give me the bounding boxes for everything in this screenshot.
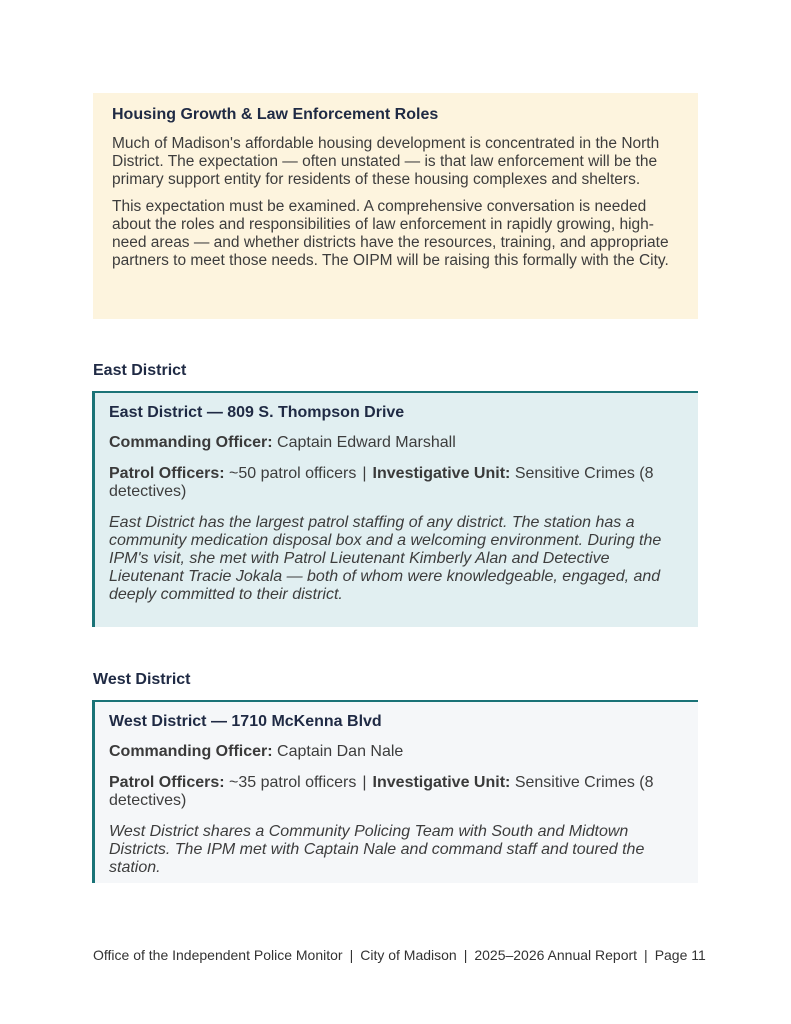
investigative-value: Sensitive Crimes (8 detectives)	[109, 774, 654, 809]
footer-separator: |	[349, 947, 354, 963]
west-district-card	[92, 700, 698, 883]
commanding-value: Captain Edward Marshall	[277, 434, 456, 451]
west-district-note: West District shares a Community Policing Team with South and Midtown Districts. The IPM met with Captain Nale and command staff and toured the station.	[109, 823, 645, 876]
separator: |	[362, 774, 367, 791]
callout-paragraph: Much of Madison's affordable housing development is concentrated in the North District. The expectation — often unstated — is that law enforcement will be the primary support entity for residents of these housing complexes and shelters.	[112, 135, 660, 188]
east-district-card	[92, 391, 698, 627]
page-footer	[93, 946, 706, 964]
footer-separator: |	[463, 947, 468, 963]
footer-page-number: Page 11	[654, 947, 706, 963]
investigative-label: Investigative Unit:	[372, 774, 511, 791]
east-staffing	[109, 465, 682, 501]
callout-paragraph: This expectation must be examined. A comprehensive conversation is needed about the roles and responsibilities of law enforcement in rapidly growing, high-need areas — and whether districts have the resources, training, and appropriate partners to meet those needs. The OIPM will be raising this formally with the City.	[112, 198, 669, 269]
housing-callout	[93, 93, 698, 319]
investigative-label: Investigative Unit:	[372, 465, 511, 482]
west-commanding-officer	[109, 743, 682, 761]
investigative-value: Sensitive Crimes (8 detectives)	[109, 465, 654, 500]
commanding-label: Commanding Officer:	[109, 743, 273, 760]
patrol-value: ~35 patrol officers	[229, 774, 357, 791]
east-district-note: East District has the largest patrol staffing of any district. The station has a community medication disposal box and a welcoming environment. During the IPM's visit, she met with Patrol Lieutenant Kimberly Alan and Detective Lieutenant Tracie Jokala — both of whom were knowledgeable, engaged, and deeply committed to their district.	[109, 514, 662, 603]
callout-title: Housing Growth & Law Enforcement Roles	[112, 106, 439, 123]
west-card-title: West District — 1710 McKenna Blvd	[109, 713, 382, 730]
patrol-label: Patrol Officers:	[109, 465, 225, 482]
west-district-heading: West District	[93, 671, 191, 688]
footer-report: 2025–2026 Annual Report	[474, 947, 638, 963]
separator: |	[362, 465, 367, 482]
footer-separator: |	[644, 947, 648, 963]
east-district-heading: East District	[93, 362, 187, 379]
west-staffing	[109, 774, 682, 810]
commanding-label: Commanding Officer:	[109, 434, 273, 451]
footer-city: City of Madison	[360, 947, 457, 963]
patrol-value: ~50 patrol officers	[229, 465, 357, 482]
east-card-title: East District — 809 S. Thompson Drive	[109, 404, 405, 421]
commanding-value: Captain Dan Nale	[277, 743, 404, 760]
footer-office: Office of the Independent Police Monitor	[93, 947, 343, 963]
east-commanding-officer	[109, 434, 682, 452]
patrol-label: Patrol Officers:	[109, 774, 225, 791]
